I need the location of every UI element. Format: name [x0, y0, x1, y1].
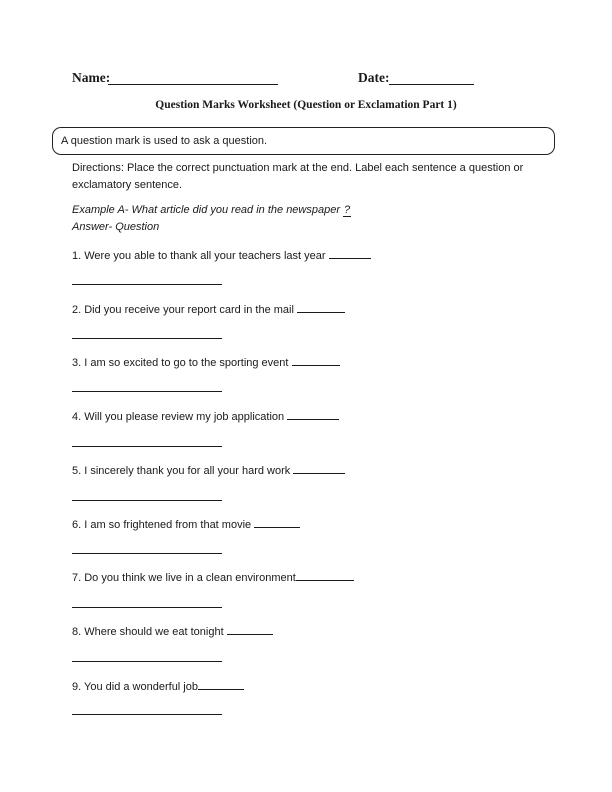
punctuation-blank[interactable] [293, 464, 345, 474]
example-answer: Answer- Question [72, 221, 160, 233]
question-7 [72, 571, 354, 584]
question-text: 3. I am so excited to go to the sporting event [72, 357, 289, 369]
question-text: 2. Did you receive your report card in the mail [72, 304, 294, 316]
answer-line-5[interactable] [72, 500, 222, 501]
answer-line-9[interactable] [72, 714, 222, 715]
name-field[interactable] [108, 84, 278, 85]
question-6 [72, 518, 300, 531]
info-box [52, 127, 555, 155]
example-text: Example A- What article did you read in the newspaper [72, 204, 341, 216]
example-question [72, 204, 351, 217]
name-label: Name: [72, 70, 111, 85]
punctuation-blank[interactable] [329, 249, 371, 259]
punctuation-blank[interactable] [227, 625, 273, 635]
question-text: 5. I sincerely thank you for all your hard work [72, 465, 291, 477]
answer-line-8[interactable] [72, 661, 222, 662]
question-text: 8. Where should we eat tonight [72, 626, 224, 638]
worksheet-title: Question Marks Worksheet (Question or Exclamation Part 1) [155, 99, 457, 111]
question-text: 9. You did a wonderful job [72, 681, 198, 693]
answer-line-6[interactable] [72, 553, 222, 554]
question-2 [72, 303, 345, 316]
punctuation-blank[interactable] [198, 680, 244, 690]
question-1 [72, 249, 371, 262]
question-3 [72, 356, 340, 369]
example-mark: ? [343, 204, 351, 216]
question-5 [72, 464, 345, 477]
answer-line-2[interactable] [72, 338, 222, 339]
question-text: 7. Do you think we live in a clean environment [72, 572, 296, 584]
answer-line-7[interactable] [72, 607, 222, 608]
question-text: 6. I am so frightened from that movie [72, 519, 252, 531]
answer-line-3[interactable] [72, 391, 222, 392]
question-9 [72, 680, 244, 693]
answer-line-4[interactable] [72, 446, 222, 447]
punctuation-blank[interactable] [287, 410, 339, 420]
question-4 [72, 410, 339, 423]
question-text: 4. Will you please review my job application [72, 411, 285, 423]
answer-line-1[interactable] [72, 284, 222, 285]
question-text: 1. Were you able to thank all your teachers last year [72, 250, 326, 262]
punctuation-blank[interactable] [254, 518, 300, 528]
info-box-text: A question mark is used to ask a question. [61, 135, 268, 147]
date-label: Date: [358, 70, 390, 85]
date-field[interactable] [389, 84, 474, 85]
punctuation-blank[interactable] [292, 356, 340, 366]
directions-text: Directions: Place the correct punctuation mark at the end. Label each sentence a question or exclamatory sentence. [72, 162, 524, 191]
punctuation-blank[interactable] [296, 571, 354, 581]
question-8 [72, 625, 273, 638]
punctuation-blank[interactable] [297, 303, 345, 313]
